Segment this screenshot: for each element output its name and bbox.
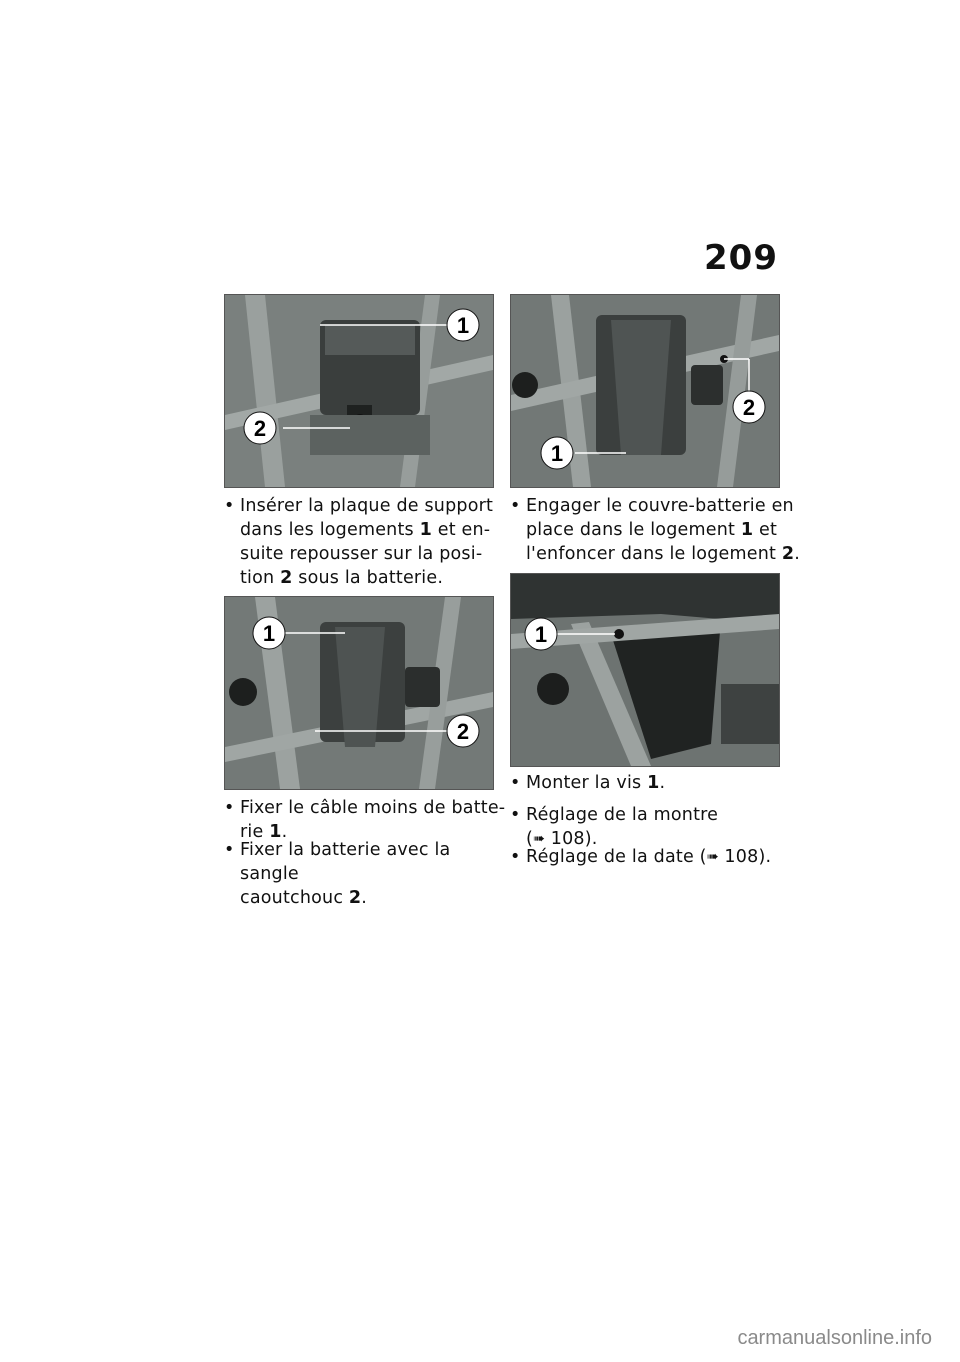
callout-1: 1	[456, 313, 470, 338]
figure-battery-support-plate	[224, 294, 494, 488]
callout-1: 1	[534, 622, 548, 647]
watermark-text: carmanualsonline.info	[737, 1327, 932, 1349]
bullet: •	[510, 805, 521, 825]
figure-battery-cable-strap	[224, 596, 494, 790]
callout-2: 2	[742, 395, 756, 420]
bullet: •	[224, 798, 235, 818]
step-fix-rubber-strap: • Fixer la batterie avec la sangle caoutchouc 2.	[224, 840, 451, 908]
figure-side-cover-screw	[510, 573, 780, 767]
step-fix-negative-cable: • Fixer le câble moins de batte- rie 1.	[224, 798, 506, 842]
photo-battery-cover	[511, 295, 779, 487]
step-mount-screw: • Monter la vis 1.	[510, 773, 666, 793]
bullet: •	[510, 773, 521, 793]
reference-arrow-icon: ➠	[706, 849, 719, 865]
bullet: •	[510, 847, 521, 867]
step-set-date: • Réglage de la date (➠ 108).	[510, 847, 772, 867]
page-reference-link[interactable]: 108	[724, 847, 759, 867]
photo-battery-support	[225, 295, 493, 487]
page-reference-link[interactable]: 108	[550, 829, 585, 849]
page-number: 209	[704, 238, 778, 278]
reference-arrow-icon: ➠	[533, 831, 545, 847]
callout-2: 2	[253, 416, 267, 441]
figure-battery-cover	[510, 294, 780, 488]
callout-2: 2	[456, 719, 470, 744]
callout-1: 1	[262, 621, 276, 646]
bullet: •	[510, 496, 521, 516]
photo-side-cover	[511, 574, 779, 766]
callout-1: 1	[550, 441, 564, 466]
step-engage-battery-cover: • Engager le couvre-batterie en place dans le logement 1 et l'enfoncer dans le logement 2.	[510, 496, 800, 564]
bullet: •	[224, 840, 235, 860]
step-set-clock: • Réglage de la montre (➠ 108).	[510, 805, 719, 849]
bullet: •	[224, 496, 235, 516]
photo-battery-cable	[225, 597, 493, 789]
step-insert-support-plate: • Insérer la plaque de support dans les logements 1 et en- suite repousser sur la posi- tion 2 sous la batterie.	[224, 496, 494, 588]
